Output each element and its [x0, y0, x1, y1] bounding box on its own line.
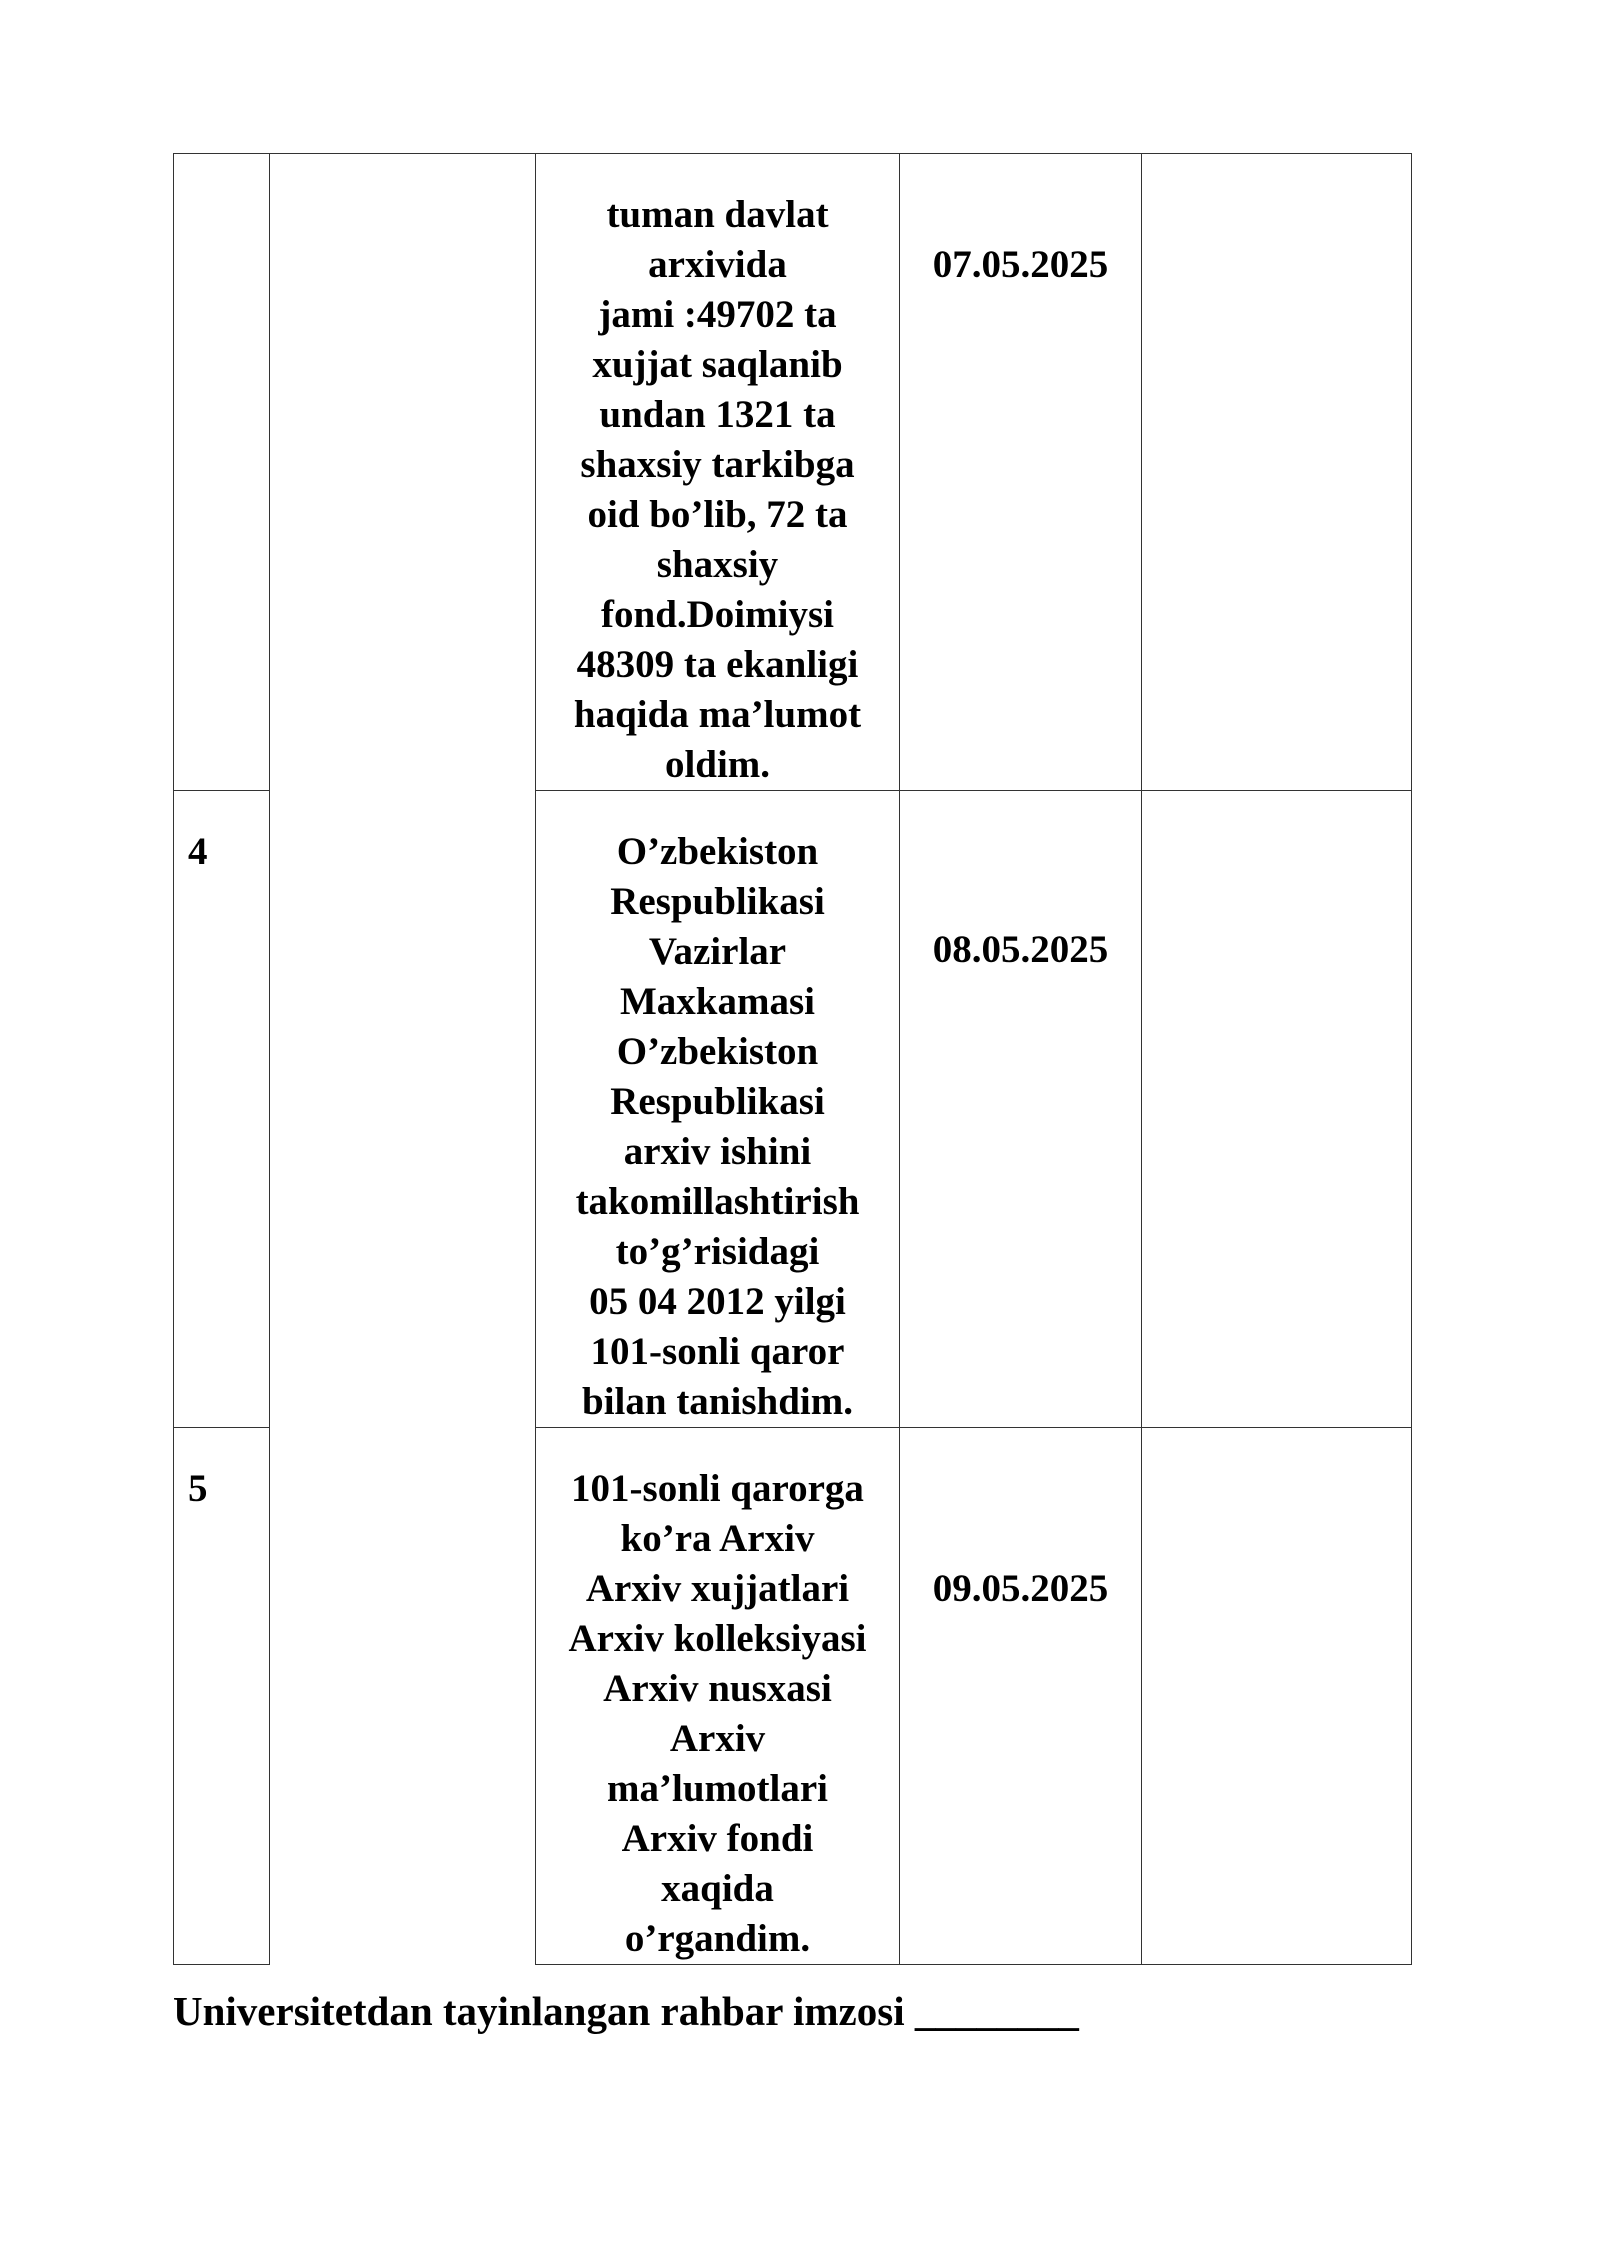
remarks-cell: [1142, 1428, 1412, 1965]
table-row: [174, 154, 1412, 791]
practice-log-table: [173, 153, 1412, 1965]
remarks-cell: [1142, 154, 1412, 791]
merged-empty-cell: [270, 154, 536, 1965]
date-cell: 08.05.2025: [900, 791, 1142, 1428]
row-number-cell: 5: [174, 1428, 270, 1965]
supervisor-signature-line: Universitetdan tayinlangan rahbar imzosi ________: [173, 1988, 1079, 2034]
description-cell: O’zbekiston Respublikasi Vazirlar Maxkamasi O’zbekiston Respublikasi arxiv ishini takomillashtirish to’g’risidagi 05 04 2012 yilgi 101-sonli qaror bilan tanishdim.: [536, 791, 900, 1428]
row-number-cell: 4: [174, 791, 270, 1428]
date-cell: 09.05.2025: [900, 1428, 1142, 1965]
row-number-cell: [174, 154, 270, 791]
remarks-cell: [1142, 791, 1412, 1428]
date-cell: 07.05.2025: [900, 154, 1142, 791]
description-cell: tuman davlat arxivida jami :49702 ta xujjat saqlanib undan 1321 ta shaxsiy tarkibga oid bo’lib, 72 ta shaxsiy fond.Doimiysi 48309 ta ekanligi haqida ma’lumot oldim.: [536, 154, 900, 791]
description-cell: 101-sonli qarorga ko’ra Arxiv Arxiv xujjatlari Arxiv kolleksiyasi Arxiv nusxasi Arxiv ma’lumotlari Arxiv fondi xaqida o’rgandim.: [536, 1428, 900, 1965]
